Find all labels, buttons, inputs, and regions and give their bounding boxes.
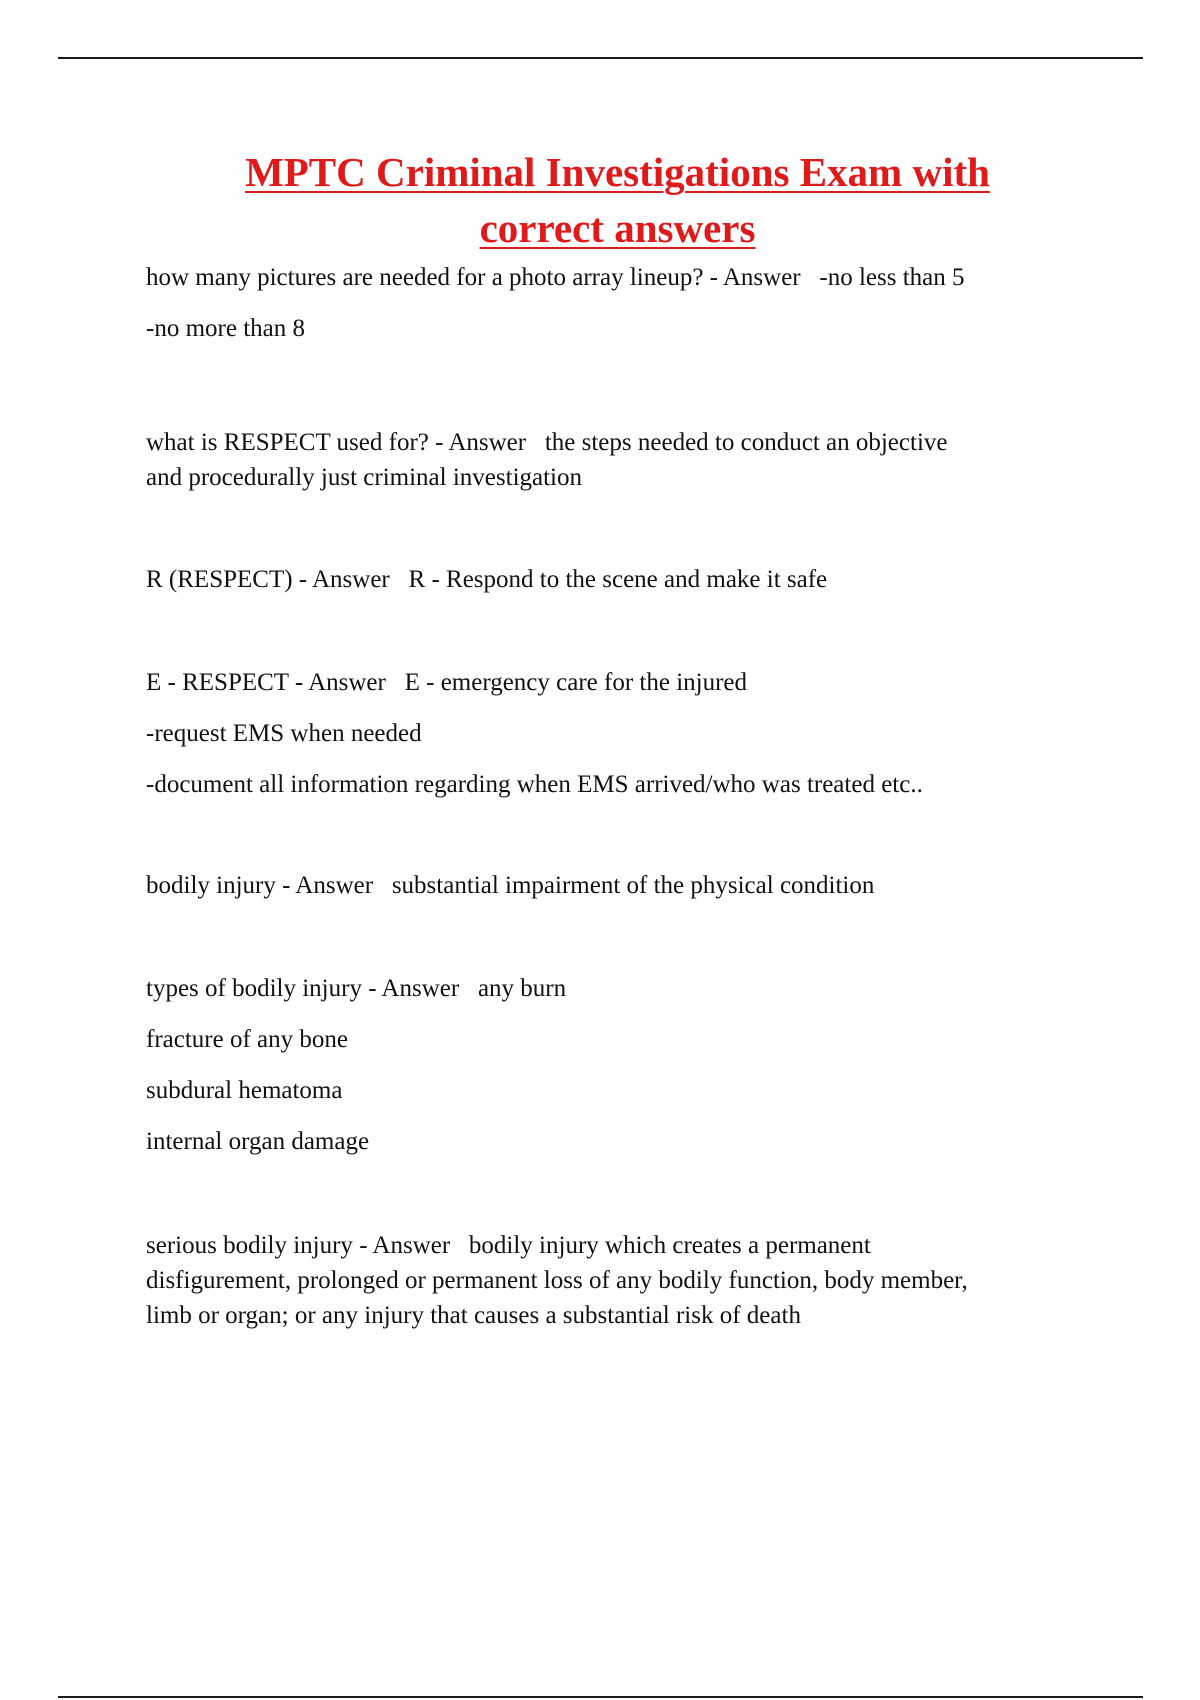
answer-text: any burn bbox=[477, 975, 567, 1002]
qa-item-respect-purpose bbox=[146, 425, 1086, 495]
qa-item-serious-bodily-injury bbox=[146, 1228, 1086, 1333]
answer-text: the steps needed to conduct an objective bbox=[544, 429, 948, 456]
qa-item-photo-array bbox=[146, 260, 1086, 346]
question-text: E - RESPECT bbox=[146, 669, 289, 696]
answer-extra-line: subdural hematoma bbox=[146, 1077, 343, 1104]
qa-line bbox=[146, 665, 1086, 700]
qa-item-bodily-injury bbox=[146, 868, 1086, 903]
qa-line bbox=[146, 1228, 1086, 1263]
answer-extra-line: -request EMS when needed bbox=[146, 720, 422, 747]
qa-line bbox=[146, 868, 1086, 903]
answer-text: E - emergency care for the injured bbox=[404, 669, 748, 696]
question-text: types of bodily injury bbox=[146, 975, 362, 1002]
top-rule bbox=[58, 57, 1143, 59]
answer-separator: - Answer bbox=[428, 429, 545, 456]
question-text: how many pictures are needed for a photo array lineup? bbox=[146, 264, 704, 291]
qa-item-types-bodily-injury bbox=[146, 971, 1086, 1159]
answer-continuation-line: disfigurement, prolonged or permanent loss of any bodily function, body member, bbox=[146, 1267, 968, 1294]
qa-line bbox=[146, 260, 1086, 295]
answer-continuation-line: and procedurally just criminal investigation bbox=[146, 464, 582, 491]
answer-separator: - Answer bbox=[275, 872, 392, 899]
title-line-2: correct answers bbox=[479, 205, 756, 251]
answer-text: bodily injury which creates a permanent bbox=[468, 1232, 871, 1259]
qa-line bbox=[146, 971, 1086, 1006]
answer-separator: - Answer bbox=[703, 264, 820, 291]
question-text: R (RESPECT) bbox=[146, 566, 293, 593]
answer-extra-line: -document all information regarding when EMS arrived/who was treated etc.. bbox=[146, 771, 923, 798]
answer-text: R - Respond to the scene and make it safe bbox=[408, 566, 828, 593]
answer-text: substantial impairment of the physical condition bbox=[391, 872, 875, 899]
answer-separator: - Answer bbox=[352, 1232, 469, 1259]
answer-extra-line: -no more than 8 bbox=[146, 315, 305, 342]
answer-extra-line: internal organ damage bbox=[146, 1128, 370, 1155]
answer-continuation-line: limb or organ; or any injury that causes a substantial risk of death bbox=[146, 1302, 801, 1329]
document-title bbox=[150, 144, 1085, 256]
qa-line bbox=[146, 562, 1086, 597]
answer-text: -no less than 5 bbox=[819, 264, 965, 291]
title-line-1: MPTC Criminal Investigations Exam with bbox=[245, 149, 990, 195]
answer-separator: - Answer bbox=[292, 566, 409, 593]
bottom-rule bbox=[58, 1696, 1143, 1698]
question-text: serious bodily injury bbox=[146, 1232, 353, 1259]
qa-item-respect-r bbox=[146, 562, 1086, 597]
question-text: what is RESPECT used for? bbox=[146, 429, 429, 456]
answer-separator: - Answer bbox=[361, 975, 478, 1002]
qa-item-respect-e bbox=[146, 665, 1086, 802]
qa-line bbox=[146, 425, 1086, 460]
answer-separator: - Answer bbox=[288, 669, 405, 696]
answer-extra-line: fracture of any bone bbox=[146, 1026, 348, 1053]
question-text: bodily injury bbox=[146, 872, 276, 899]
